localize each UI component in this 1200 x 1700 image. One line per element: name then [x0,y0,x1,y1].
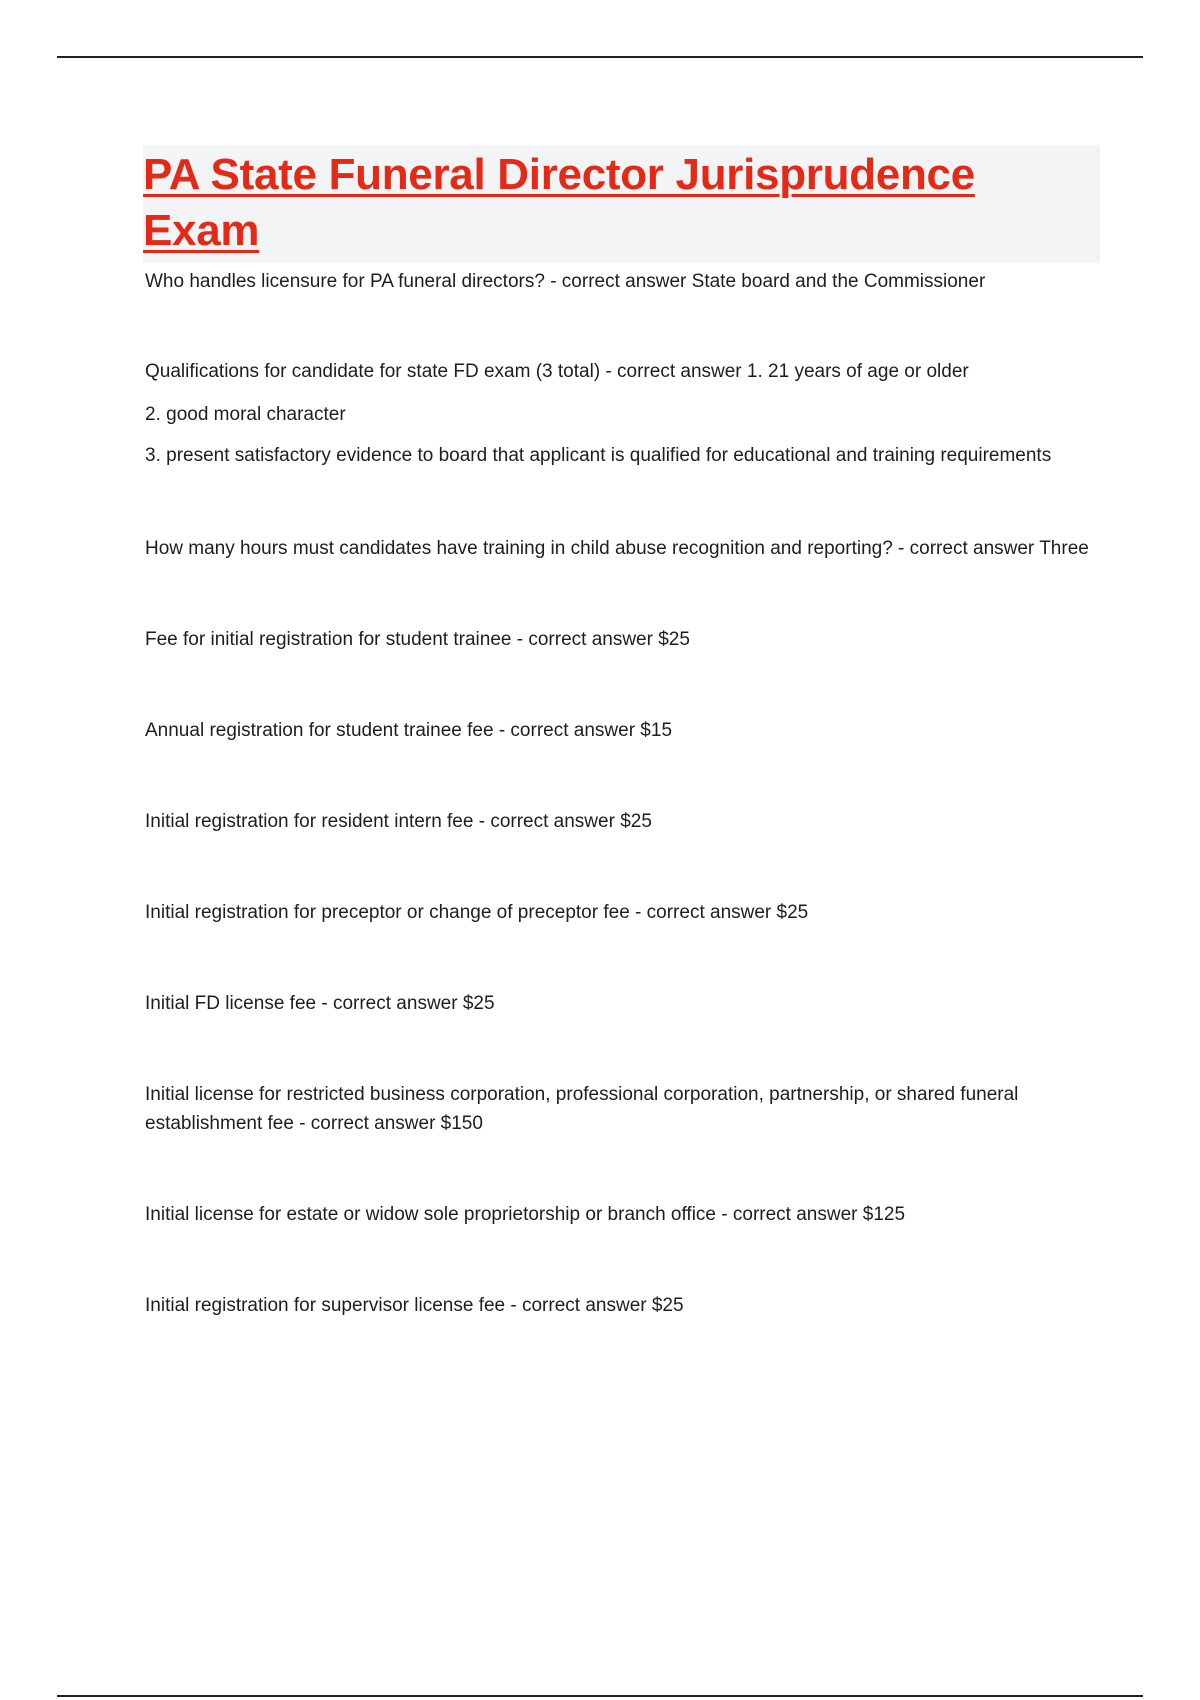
document-body [145,145,1090,1320]
bottom-rule [57,1695,1143,1697]
top-rule [57,56,1143,58]
qa-item [145,357,1090,470]
qa-text: Initial registration for resident intern fee - correct answer $25 [145,811,652,832]
qa-text: Who handles licensure for PA funeral directors? - correct answer State board and the Commissioner [145,271,986,292]
qa-item [145,534,1090,563]
qa-item [145,807,1090,836]
qa-text: Qualifications for candidate for state FD exam (3 total) - correct answer 1. 21 years of age or older [145,361,969,382]
title-block [143,145,1100,263]
qa-text: Fee for initial registration for student trainee - correct answer $25 [145,629,690,650]
qa-text: Initial license for estate or widow sole proprietorship or branch office - correct answer $125 [145,1204,906,1225]
qa-list [145,267,1090,1320]
qa-item [145,989,1090,1018]
qa-item [145,625,1090,654]
qa-text: Annual registration for student trainee fee - correct answer $15 [145,720,673,741]
qa-text: Initial registration for supervisor license fee - correct answer $25 [145,1295,684,1316]
qa-text: Initial registration for preceptor or change of preceptor fee - correct answer $25 [145,902,809,923]
qa-text: Initial license for restricted business corporation, professional corporation, partnership, or shared funeral establishment fee - correct answer $150 [145,1084,1019,1134]
qa-item [145,267,1090,296]
qa-item [145,1291,1090,1320]
qa-text: How many hours must candidates have training in child abuse recognition and reporting? - correct answer Three [145,538,1089,559]
qa-text: Initial FD license fee - correct answer $25 [145,993,495,1014]
qa-item [145,1080,1090,1138]
document-title: PA State Funeral Director Jurisprudence Exam [143,150,975,255]
qa-sub-line: 2. good moral character [145,404,346,425]
qa-item [145,1200,1090,1229]
qa-item [145,898,1090,927]
qa-item [145,716,1090,745]
qa-sub-line: 3. present satisfactory evidence to board that applicant is qualified for educational and training requirements [145,445,1052,466]
